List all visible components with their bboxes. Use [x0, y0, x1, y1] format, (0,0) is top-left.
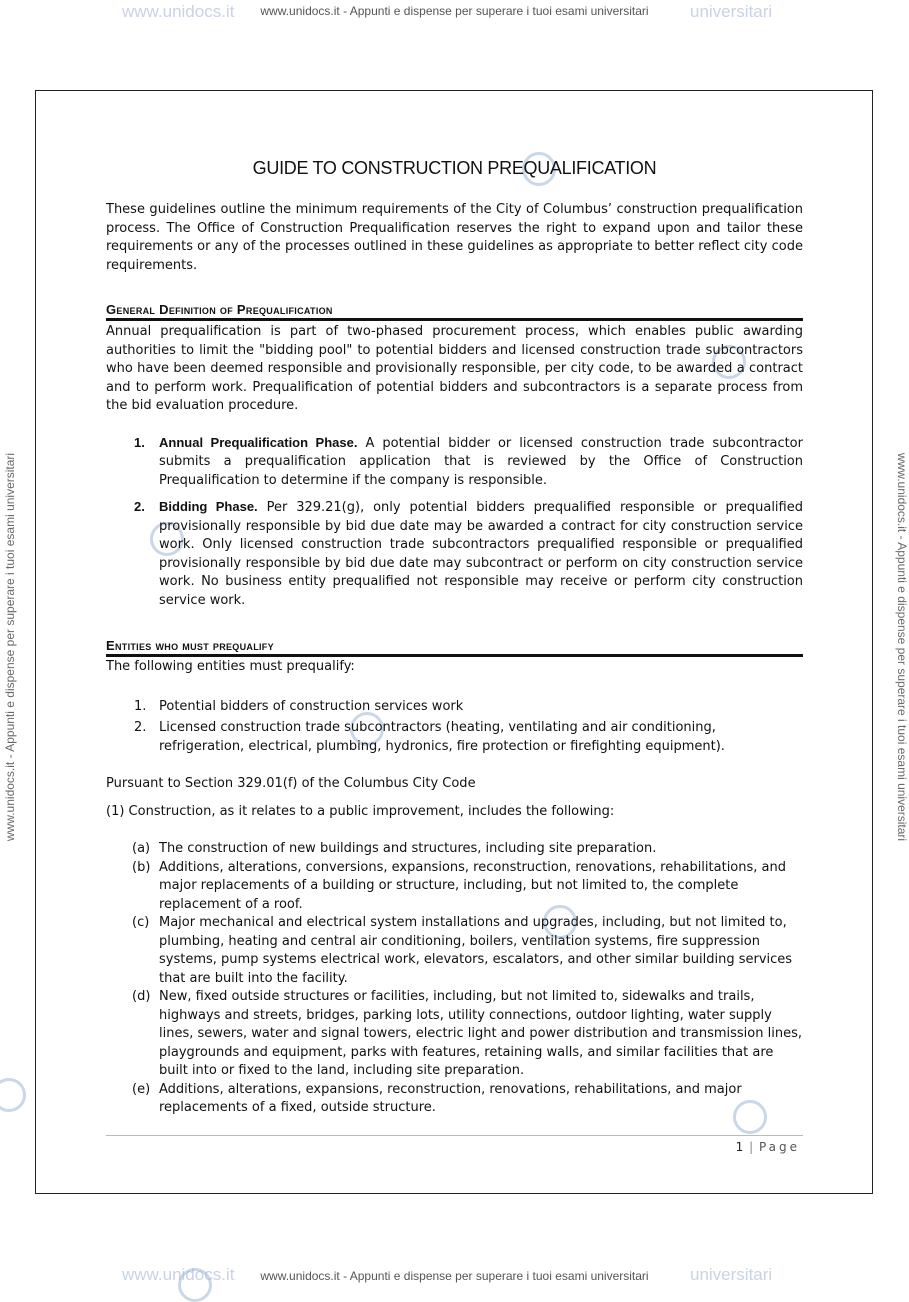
list-item-text: The construction of new buildings and structures, including site preparation. [159, 841, 657, 856]
ghost-watermark-top-left: www.unidocs.it [122, 2, 235, 21]
phase-text: Per 329.21(g), only potential bidders prequalified responsible or prequalified provisionally responsible by bid due date may be awarded a contract for city construction service work. Only licensed construction trade subcontractors prequalified responsible or prequalified provisionally responsible by bid due date may subcontract or perform on city construction service work. No business entity prequalified not responsible may receive or perform city construction service work. [159, 500, 803, 608]
intro-paragraph: These guidelines outline the minimum requirements of the City of Columbus’ construction prequalification process. The Office of Construction Prequalification reserves the right to expand upon and tailor these requirements or any of the processes outlined in these guidelines as appropriate to better reflect city code requirements. [106, 202, 803, 273]
page-separator: | [749, 1140, 755, 1154]
list-item [106, 914, 803, 988]
footer-rule [106, 1135, 803, 1136]
list-marker: (a) [132, 841, 151, 856]
phase-label: Bidding Phase. [159, 499, 258, 514]
ghost-watermark-bottom-left: www.unidocs.it [122, 1265, 235, 1284]
right-side-watermark: www.unidocs.it - Appunti e dispense per superare i tuoi esami universitari [895, 452, 909, 842]
unidocs-logo-icon [178, 1268, 212, 1302]
page-label: Page [758, 1140, 800, 1154]
page-number-footer [700, 1140, 800, 1154]
list-item-text: Licensed construction trade subcontractors (heating, ventilating and air conditioning, refrigeration, electrical, plumbing, hydronics, fire protection or firefighting equipment). [159, 720, 725, 754]
phase-label: Annual Prequalification Phase. [159, 434, 358, 450]
top-watermark: www.unidocs.it - Appunti e dispense per superare i tuoi esami universitari [260, 4, 649, 18]
list-marker: 1. [134, 434, 145, 450]
phase-text: A potential bidder or licensed construction trade subcontractor submits a prequalification application that is reviewed by the Office of Construction Prequalification to determine if the company is responsible. [159, 435, 803, 488]
list-item [106, 988, 803, 1081]
list-item [106, 719, 803, 756]
bottom-watermark: www.unidocs.it - Appunti e dispense per superare i tuoi esami universitari [260, 1269, 649, 1283]
list-marker: (c) [132, 915, 150, 930]
document-page [106, 158, 803, 1118]
list-item [106, 859, 803, 915]
list-item-text: Additions, alterations, expansions, reconstruction, renovations, rehabilitations, and major replacements of a fixed, outside structure. [159, 1081, 742, 1115]
list-item [106, 498, 803, 610]
list-marker: (e) [132, 1081, 151, 1097]
list-item-text: Additions, alterations, conversions, expansions, reconstruction, renovations, rehabilitations, and major replacements of a building or structure, including, but not limited to, the complete replacement of a roof. [159, 859, 786, 912]
list-marker: 2. [134, 720, 147, 735]
list-marker: (b) [132, 859, 151, 875]
list-item-text: Potential bidders of construction services work [159, 698, 464, 714]
construction-clause: (1) Construction, as it relates to a public improvement, includes the following: [106, 803, 615, 819]
list-item [106, 434, 803, 491]
ghost-watermark-top-right: universitari [690, 2, 773, 21]
general-definition-paragraph: Annual prequalification is part of two-phased procurement process, which enables public awarding authorities to limit the "bidding pool" to potential bidders and licensed construction trade subcontractors who have been deemed responsible and provisionally responsible, per city code, to be awarded a contract and to perform work. Prequalification of potential bidders and subcontractors is a separate process from the bid evaluation procedure. [106, 324, 803, 413]
entities-intro: The following entities must prequalify: [106, 659, 355, 674]
list-item [106, 840, 803, 859]
left-side-watermark: www.unidocs.it - Appunti e dispense per superare i tuoi esami universitari [3, 452, 17, 842]
construction-subitems [106, 840, 803, 1118]
section-heading-entities: Entities who must prequalify [106, 638, 803, 657]
list-marker: 2. [134, 499, 145, 514]
unidocs-logo-icon [0, 1078, 26, 1112]
page-number: 1 [735, 1140, 745, 1154]
list-item-text: Major mechanical and electrical system installations and upgrades, including, but not limited to, plumbing, heating and central air conditioning, boilers, ventilation systems, fire suppression systems, pump systems electrical work, elevators, escalators, and other similar building services that are built into the facility. [159, 915, 793, 986]
ghost-watermark-bottom-right: universitari [690, 1265, 773, 1284]
document-title: GUIDE TO CONSTRUCTION PREQUALIFICATION [252, 158, 657, 178]
list-marker: (d) [132, 989, 151, 1004]
list-item-text: New, fixed outside structures or facilities, including, but not limited to, sidewalks and trails, highways and streets, bridges, parking lots, utility connections, outdoor lighting, water supply lines, sewers, water and signal towers, electric light and power distribution and transmission lines, playgrounds and equipment, parks with features, retaining walls, and similar facilities that are built into or fixed to the land, including site preparation. [159, 989, 802, 1078]
list-item [106, 1081, 803, 1118]
phase-list [106, 434, 803, 611]
list-item [106, 698, 803, 717]
list-marker: 1. [134, 698, 147, 714]
entities-list [106, 698, 803, 757]
section-heading-general-definition: General Definition of Prequalification [106, 302, 803, 321]
pursuant-line: Pursuant to Section 329.01(f) of the Columbus City Code [106, 776, 476, 791]
